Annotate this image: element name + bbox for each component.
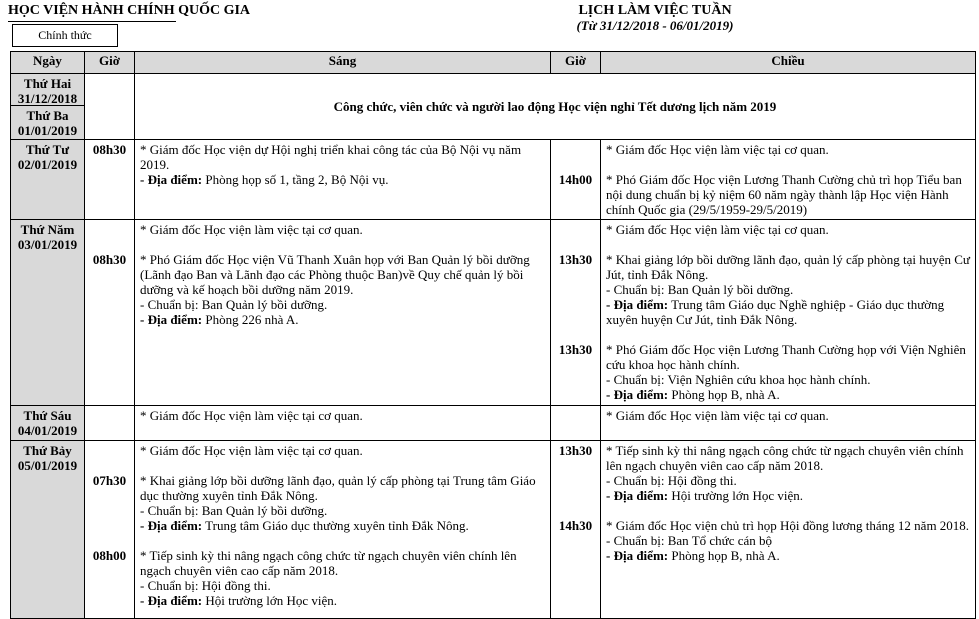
hour-cell [85,74,135,140]
day-cell: Thứ Sáu 04/01/2019 [11,406,85,441]
afternoon-cell: * Giám đốc Học viện làm việc tại cơ quan. * Phó Giám đốc Học viện Lương Thanh Cường chủ trì họp Tiểu ban nội dung chuẩn bị kỷ niệm 60 năm ngày thành lập Học viện Hành chính Quốc gia (29/5/1959-29/5/2019) [601,140,976,220]
header-row [11,52,976,74]
hour-cell: 07h30 08h00 [85,441,135,619]
holiday-notice: Công chức, viên chức và người lao động Học viện nghỉ Tết dương lịch năm 2019 [135,74,976,140]
table-row-holiday [11,74,976,140]
hour-cell: 08h30 [85,220,135,406]
org-underline [8,21,176,22]
col-day: Ngày [11,52,85,74]
morning-cell: * Giám đốc Học viện làm việc tại cơ quan. * Khai giảng lớp bồi dưỡng lãnh đạo, quản lý cấp phòng tại Trung tâm Giáo dục thường xuyên tỉnh Đắk Nông. - Chuẩn bị: Ban Quản lý bồi dưỡng. - Địa điểm: Trung tâm Giáo dục thường xuyên tỉnh Đắk Nông. * Tiếp sinh kỳ thi nâng ngạch công chức từ ngạch chuyên viên chính lên ngạch chuyên viên cao cấp năm 2018. - Chuẩn bị: Hội đồng thi. - Địa điểm: Hội trường lớn Học viện. [135,441,551,619]
org-name: HỌC VIỆN HÀNH CHÍNH QUỐC GIA [8,3,251,18]
morning-cell: * Giám đốc Học viện làm việc tại cơ quan. * Phó Giám đốc Học viện Vũ Thanh Xuân họp với Ban Quản lý bồi dưỡng (Lãnh đạo Ban và Lãnh đạo các Phòng thuộc Ban)về Quy chế quản lý bồi dưỡng và kế hoạch bồi dưỡng năm 2019. - Chuẩn bị: Ban Quản lý bồi dưỡng. - Địa điểm: Phòng 226 nhà A. [135,220,551,406]
table-row-fri [11,406,976,441]
page-subtitle: (Từ 31/12/2018 - 06/01/2019) [576,18,734,33]
table-row-wed [11,140,976,220]
col-hour2: Giờ [551,52,601,74]
afternoon-cell: * Giám đốc Học viện làm việc tại cơ quan. * Khai giảng lớp bồi dưỡng lãnh đạo, quản lý cấp phòng tại huyện Cư Jút, tỉnh Đắk Nông. - Chuẩn bị: Ban Quản lý bồi dưỡng. - Địa điểm: Trung tâm Giáo dục Nghề nghiệp - Giáo dục thường xuyên huyện Cư Jút, tỉnh Đắk Nông. * Phó Giám đốc Học viện Lương Thanh Cường họp với Viện Nghiên cứu khoa học hành chính. - Chuẩn bị: Viện Nghiên cứu khoa học hành chính. - Địa điểm: Phòng họp B, nhà A. [601,220,976,406]
hour-cell: 13h30 14h30 [551,441,601,619]
col-morning: Sáng [135,52,551,74]
afternoon-cell: * Giám đốc Học viện làm việc tại cơ quan. [601,406,976,441]
morning-cell: * Giám đốc Học viện dự Hội nghị triển khai công tác của Bộ Nội vụ năm 2019. - Địa điểm: Phòng họp số 1, tầng 2, Bộ Nội vụ. [135,140,551,220]
day-cell: Thứ Hai 31/12/2018 Thứ Ba 01/01/2019 [11,74,85,140]
hour-cell: 13h30 13h30 [551,220,601,406]
day-cell: Thứ Năm 03/01/2019 [11,220,85,406]
hour-cell [551,406,601,441]
table-row-thu [11,220,976,406]
day-cell: Thứ Tư 02/01/2019 [11,140,85,220]
table-row-sat [11,441,976,619]
afternoon-cell: * Tiếp sinh kỳ thi nâng ngạch công chức từ ngạch chuyên viên chính lên ngạch chuyên viên cao cấp năm 2018. - Chuẩn bị: Hội đồng thi. - Địa điểm: Hội trường lớn Học viện. * Giám đốc Học viện chủ trì họp Hội đồng lương tháng 12 năm 2018. - Chuẩn bị: Ban Tổ chức cán bộ - Địa điểm: Phòng họp B, nhà A. [601,441,976,619]
col-afternoon: Chiều [601,52,976,74]
hour-cell [85,406,135,441]
hour-cell: 08h30 [85,140,135,220]
hour-cell: 14h00 [551,140,601,220]
status-badge: Chính thức [12,24,118,47]
page-title: LỊCH LÀM VIỆC TUẦN [578,3,732,18]
schedule-table [10,51,976,619]
morning-cell: * Giám đốc Học viện làm việc tại cơ quan. [135,406,551,441]
col-hour: Giờ [85,52,135,74]
day-cell: Thứ Bảy 05/01/2019 [11,441,85,619]
